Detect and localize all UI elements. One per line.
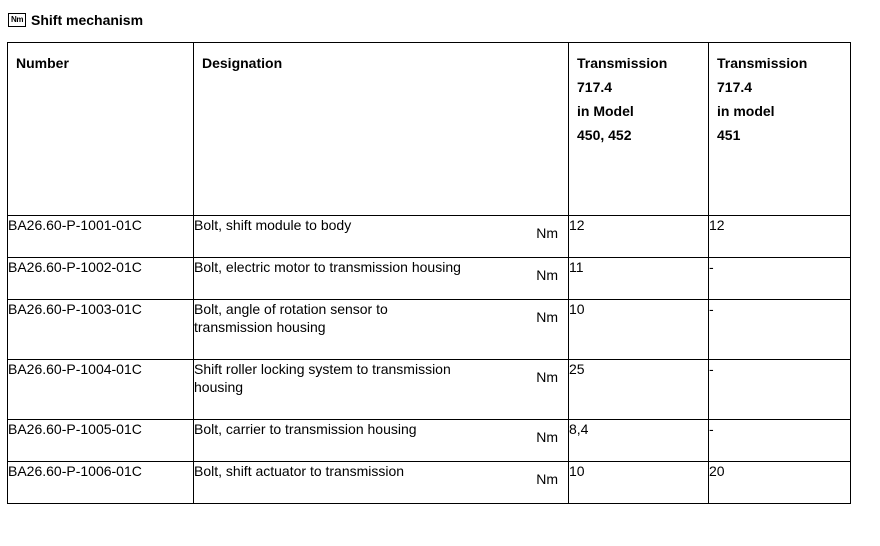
unit-label: Nm xyxy=(536,225,558,241)
cell-designation xyxy=(194,258,569,300)
cell-value-451: - xyxy=(709,360,851,420)
cell-value-450-452: 10 xyxy=(569,300,709,360)
torque-nm-icon: Nm xyxy=(8,13,26,27)
column-header-transmission-451 xyxy=(709,43,851,216)
designation-text: Bolt, carrier to transmission housing xyxy=(194,421,417,437)
cell-value-450-452: 10 xyxy=(569,462,709,504)
designation-text: Bolt, shift module to body xyxy=(194,217,352,233)
cell-designation xyxy=(194,216,569,258)
column-header-number: Number xyxy=(8,43,194,216)
table-row xyxy=(8,462,851,504)
section-header xyxy=(8,10,143,30)
cell-value-451: - xyxy=(709,258,851,300)
unit-label: Nm xyxy=(536,309,558,325)
header-line: 450, 452 xyxy=(577,127,632,143)
table-row xyxy=(8,258,851,300)
cell-value-451: - xyxy=(709,420,851,462)
unit-label: Nm xyxy=(536,471,558,487)
cell-number: BA26.60-P-1003-01C xyxy=(8,300,194,360)
table-row xyxy=(8,360,851,420)
cell-number: BA26.60-P-1006-01C xyxy=(8,462,194,504)
table-row xyxy=(8,216,851,258)
cell-value-451: - xyxy=(709,300,851,360)
cell-value-450-452: 8,4 xyxy=(569,420,709,462)
cell-number: BA26.60-P-1001-01C xyxy=(8,216,194,258)
cell-number: BA26.60-P-1005-01C xyxy=(8,420,194,462)
table-row xyxy=(8,420,851,462)
header-line: in model xyxy=(717,103,775,119)
cell-designation xyxy=(194,420,569,462)
cell-value-451: 12 xyxy=(709,216,851,258)
header-line: in Model xyxy=(577,103,634,119)
unit-label: Nm xyxy=(536,429,558,445)
cell-designation xyxy=(194,360,569,420)
cell-value-450-452: 12 xyxy=(569,216,709,258)
designation-text: Bolt, electric motor to transmission housing xyxy=(194,259,461,275)
table-row xyxy=(8,300,851,360)
cell-designation xyxy=(194,300,569,360)
torque-spec-table xyxy=(7,42,851,504)
table-header-row xyxy=(8,43,851,216)
cell-value-451: 20 xyxy=(709,462,851,504)
column-header-designation: Designation xyxy=(194,43,569,216)
unit-label: Nm xyxy=(536,267,558,283)
page-title: Shift mechanism xyxy=(31,12,144,28)
header-line: 717.4 xyxy=(717,79,753,95)
unit-label: Nm xyxy=(536,369,558,385)
header-line: Transmission xyxy=(717,55,808,71)
cell-number: BA26.60-P-1004-01C xyxy=(8,360,194,420)
designation-text: Bolt, angle of rotation sensor to transmission housing xyxy=(194,301,388,335)
designation-text: Bolt, shift actuator to transmission xyxy=(194,463,405,479)
header-line: 717.4 xyxy=(577,79,613,95)
cell-designation xyxy=(194,462,569,504)
cell-value-450-452: 25 xyxy=(569,360,709,420)
header-line: 451 xyxy=(717,127,741,143)
designation-text: Shift roller locking system to transmission housing xyxy=(194,361,451,395)
cell-value-450-452: 11 xyxy=(569,258,709,300)
header-line: Transmission xyxy=(577,55,668,71)
column-header-transmission-450-452 xyxy=(569,43,709,216)
cell-number: BA26.60-P-1002-01C xyxy=(8,258,194,300)
